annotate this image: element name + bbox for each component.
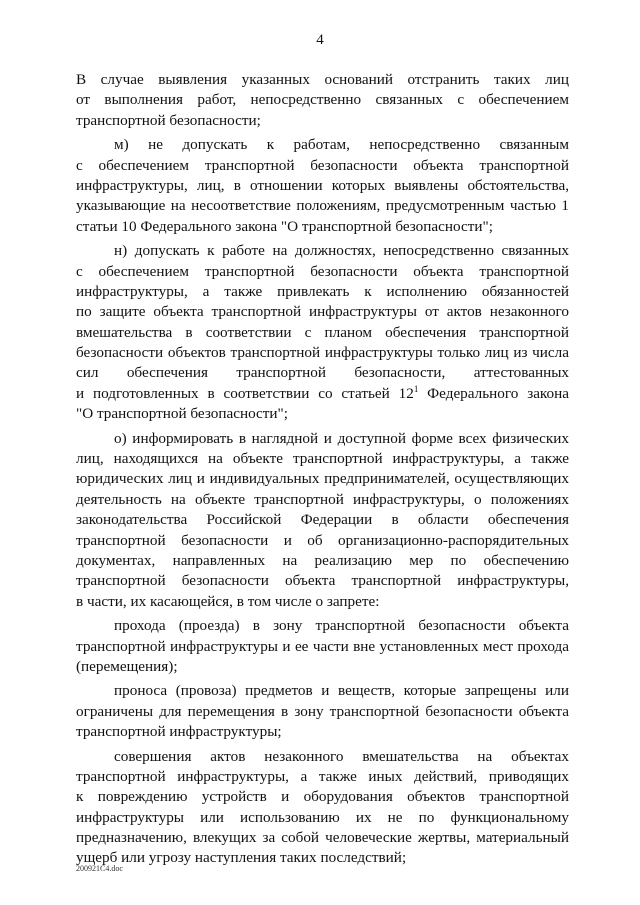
text-line: транспортной безопасности объекта транспортной инфраструктуры,	[76, 572, 569, 590]
text-line: к повреждению устройств и оборудования объектов транспортной	[76, 788, 569, 806]
text-line: ущерб или угрозу наступления таких последствий;	[76, 849, 407, 867]
paragraph	[76, 135, 569, 237]
text-line: с обеспечением транспортной безопасности объекта транспортной	[76, 262, 569, 280]
text-line: н) допускать к работе на должностях, непосредственно связанных	[114, 242, 569, 260]
paragraph	[76, 70, 569, 131]
text-line: юридических лиц и индивидуальных предпринимателей, осуществляющих	[76, 470, 569, 488]
text-line: лиц, находящихся на объекте транспортной инфраструктуры, а также	[76, 450, 569, 468]
text-line: В случае выявления указанных оснований отстранить таких лиц	[76, 71, 569, 88]
text-line: с обеспечением транспортной безопасности объекта транспортной	[76, 156, 569, 174]
text-line: прохода (проезда) в зону транспортной безопасности объекта	[114, 617, 569, 635]
text-line: статьи 10 Федерального закона "О транспортной безопасности";	[76, 217, 493, 235]
text-line: транспортной инфраструктуры;	[76, 723, 282, 741]
text-line: инфраструктуры или использованию их не по функциональному	[76, 808, 569, 826]
text-line: транспортной безопасности и об организационно-распорядительных	[76, 531, 569, 549]
text-line: вмешательства в соответствии с планом обеспечения транспортной	[76, 323, 569, 341]
text-line: сил обеспечения транспортной безопасности, аттестованных	[76, 364, 569, 382]
text-line: м) не допускать к работам, непосредственно связанным	[114, 136, 569, 154]
text-line: указывающие на несоответствие положениям, предусмотренным частью 1	[76, 197, 569, 215]
text-line: совершения актов незаконного вмешательства на объектах	[114, 747, 569, 765]
text-line: проноса (провоза) предметов и веществ, которые запрещены или	[114, 682, 569, 700]
text-line: документах, направленных на реализацию мер по обеспечению	[76, 551, 569, 569]
article-superscript: 1	[413, 383, 419, 394]
document-body	[76, 70, 569, 873]
paragraph	[76, 681, 569, 742]
text-line: транспортной безопасности;	[76, 111, 261, 129]
paragraph	[76, 747, 569, 869]
paragraph	[76, 429, 569, 613]
text-line: "О транспортной безопасности";	[76, 405, 288, 423]
text-line: предназначению, влекущих за собой человеческие жертвы, материальный	[76, 829, 569, 847]
page-number: 4	[316, 32, 324, 48]
paragraph	[76, 241, 569, 425]
text-line: транспортной инфраструктуры и ее части вне установленных мест прохода	[76, 637, 569, 655]
text-line: по защите объекта транспортной инфраструктуры от актов незаконного	[76, 303, 569, 321]
text-line: транспортной инфраструктуры, а также иных действий, приводящих	[76, 767, 569, 785]
text-line: (перемещения);	[76, 657, 178, 675]
text-line: о) информировать в наглядной и доступной форме всех физических	[114, 429, 569, 447]
text-line: в части, их касающейся, в том числе о запрете:	[76, 592, 380, 610]
document-file-id: 200921C4.doc	[76, 864, 123, 873]
text-line: безопасности объектов транспортной инфраструктуры только лиц из числа	[76, 344, 569, 362]
text-line: ограничены для перемещения в зону транспортной безопасности объекта	[76, 702, 569, 720]
text-line: инфраструктуры, лиц, в отношении которых выявлены обстоятельства,	[76, 176, 569, 194]
text-line: законодательства Российской Федерации в области обеспечения	[76, 511, 569, 529]
text-line: от выполнения работ, непосредственно связанных с обеспечением	[76, 91, 569, 109]
text-line: и подготовленных в соответствии со статьей $12^1$ Федерального закона	[76, 383, 569, 402]
text-line: деятельность на объекте транспортной инфраструктуры, о положениях	[76, 490, 569, 508]
text-line: инфраструктуры, а также привлекать к исполнению обязанностей	[76, 282, 569, 300]
paragraph	[76, 616, 569, 677]
